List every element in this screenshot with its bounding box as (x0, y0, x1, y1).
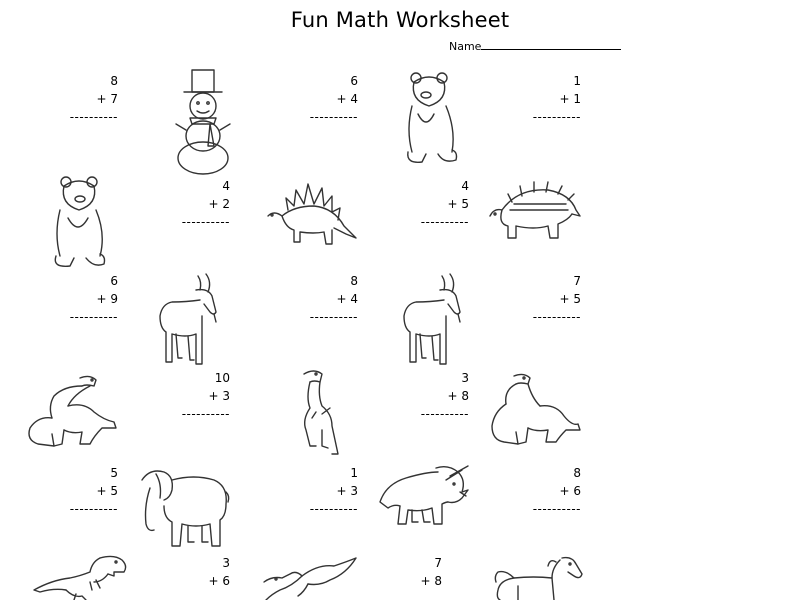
problem-top-number: 10 (214, 371, 230, 385)
problem-top-number: 3 (222, 556, 230, 570)
sauropod-icon (24, 372, 120, 452)
problem-top-number: 7 (573, 274, 581, 288)
problem-addend: + 5 (96, 484, 118, 498)
problem-top-number: 3 (461, 371, 469, 385)
problem-6 (48, 272, 118, 326)
answer-line: ---------- (181, 215, 230, 229)
bear-icon (50, 174, 108, 270)
problem-addend: + 7 (96, 92, 118, 106)
triceratops-icon (376, 462, 470, 530)
problem-15 (372, 554, 442, 590)
answer-line: ---------- (181, 407, 230, 421)
problem-addend: + 4 (336, 292, 358, 306)
dinosaur-icon (296, 368, 344, 460)
page-title: Fun Math Worksheet (290, 8, 510, 32)
horse-icon (490, 554, 586, 600)
t-rex-icon (30, 552, 130, 600)
problem-8 (511, 272, 581, 326)
problem-top-number: 5 (110, 466, 118, 480)
problem-addend: + 8 (420, 574, 442, 588)
problem-addend: + 9 (96, 292, 118, 306)
name-field (449, 38, 621, 53)
problem-top-number: 1 (350, 466, 358, 480)
problem-9 (160, 369, 230, 423)
problem-addend: + 4 (336, 92, 358, 106)
problem-addend: + 3 (208, 389, 230, 403)
problem-addend: + 1 (559, 92, 581, 106)
problem-top-number: 4 (461, 179, 469, 193)
problem-11 (48, 464, 118, 518)
problem-4 (160, 177, 230, 231)
ankylosaurus-icon (488, 180, 582, 242)
problem-top-number: 6 (110, 274, 118, 288)
answer-line: ---------- (309, 110, 358, 124)
answer-line: ---------- (420, 215, 469, 229)
problem-7 (288, 272, 358, 326)
pterodactyl-icon (262, 556, 360, 600)
answer-line: ---------- (532, 110, 581, 124)
stegosaurus-icon (264, 176, 358, 248)
answer-line: ---------- (69, 110, 118, 124)
problem-1 (48, 72, 118, 126)
problem-addend: + 5 (447, 197, 469, 211)
goat-icon (400, 272, 466, 370)
problem-addend: + 3 (336, 484, 358, 498)
problem-addend: + 5 (559, 292, 581, 306)
problem-top-number: 6 (350, 74, 358, 88)
problem-top-number: 8 (573, 466, 581, 480)
problem-13 (511, 464, 581, 518)
problem-14 (160, 554, 230, 590)
problem-top-number: 7 (434, 556, 442, 570)
problem-top-number: 8 (110, 74, 118, 88)
answer-line: ---------- (532, 502, 581, 516)
problem-addend: + 6 (208, 574, 230, 588)
answer-line: ---------- (69, 502, 118, 516)
problem-addend: + 2 (208, 197, 230, 211)
goat-icon (156, 272, 222, 370)
name-label: Name (449, 40, 482, 53)
snowman-icon (170, 68, 240, 176)
answer-line: ---------- (69, 310, 118, 324)
problem-12 (288, 464, 358, 518)
answer-line: ---------- (420, 407, 469, 421)
problem-5 (399, 177, 469, 231)
problem-top-number: 1 (573, 74, 581, 88)
name-blank-line (481, 38, 621, 50)
problem-addend: + 8 (447, 389, 469, 403)
problem-2 (288, 72, 358, 126)
problem-10 (399, 369, 469, 423)
bear-icon (404, 70, 460, 166)
answer-line: ---------- (532, 310, 581, 324)
problem-top-number: 4 (222, 179, 230, 193)
problem-addend: + 6 (559, 484, 581, 498)
problem-3 (511, 72, 581, 126)
answer-line: ---------- (309, 310, 358, 324)
elephant-icon (136, 466, 230, 550)
answer-line: ---------- (309, 502, 358, 516)
sauropod-icon (486, 370, 582, 450)
problem-top-number: 8 (350, 274, 358, 288)
